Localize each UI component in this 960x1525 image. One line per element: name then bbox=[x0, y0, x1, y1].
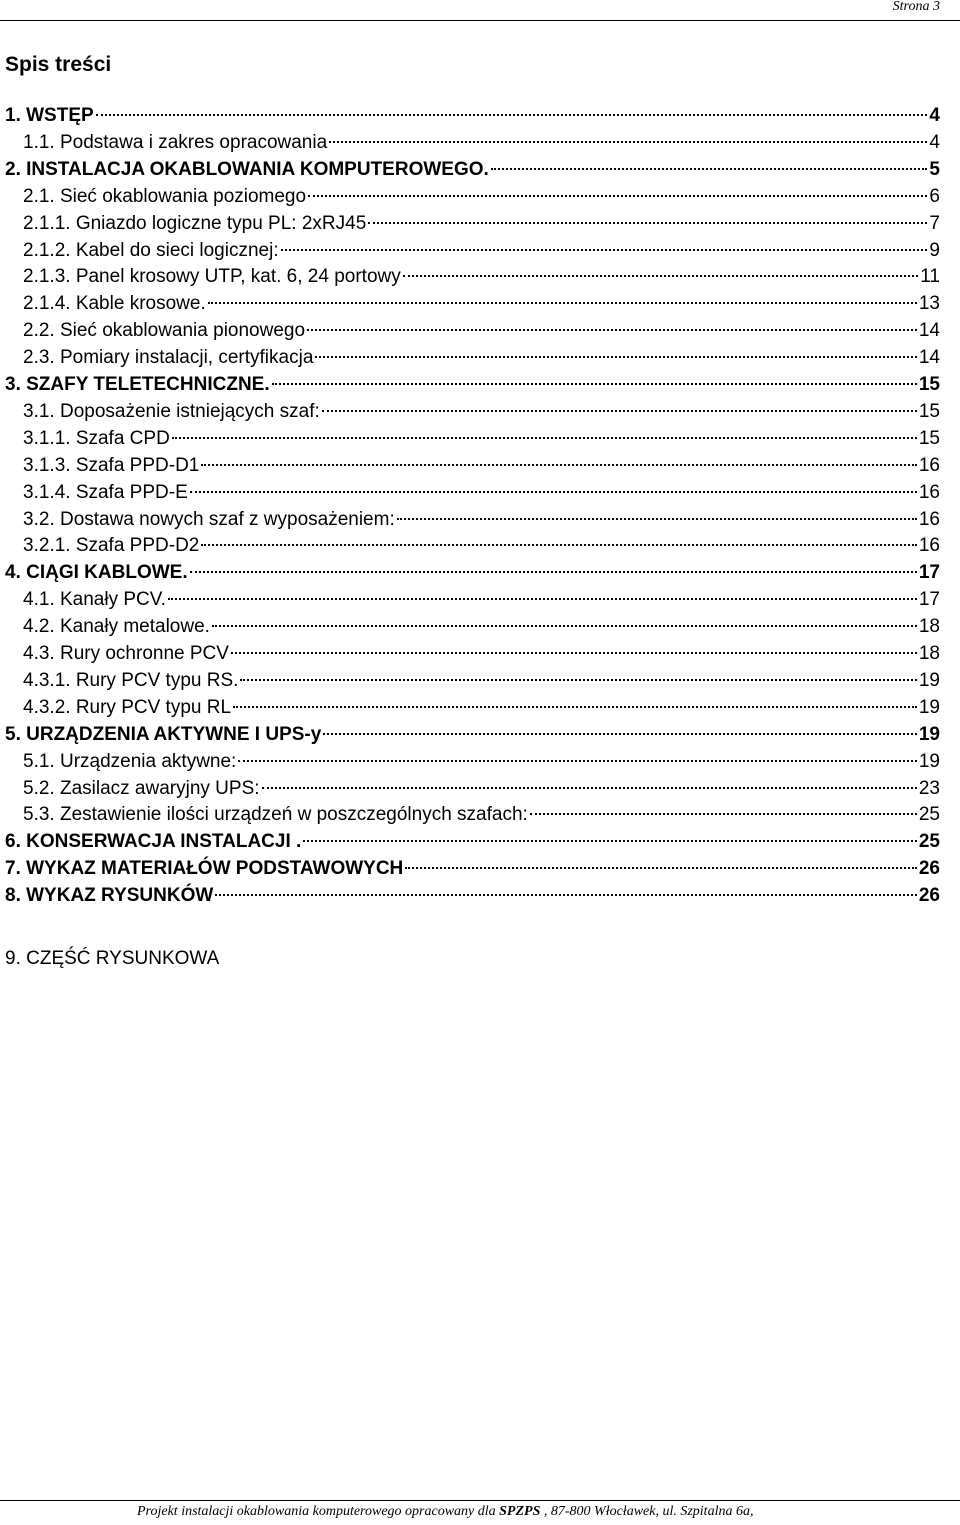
toc-entry-label: 5.2. Zasilacz awaryjny UPS: bbox=[23, 777, 260, 799]
toc-entry-label: 2.2. Sieć okablowania pionowego bbox=[23, 320, 306, 342]
toc-entry-label: 2.1.2. Kabel do sieci logicznej: bbox=[23, 239, 279, 261]
toc-entry-page: 11 bbox=[920, 266, 940, 288]
toc-entry-page: 19 bbox=[918, 750, 940, 772]
toc-entry-page: 16 bbox=[918, 454, 940, 476]
toc-leader-dots bbox=[405, 867, 917, 869]
toc-leader-dots bbox=[208, 302, 917, 304]
toc-entry-label: 3.1.3. Szafa PPD-D1 bbox=[23, 454, 200, 476]
toc-entry[interactable] bbox=[0, 882, 960, 909]
toc-entry[interactable] bbox=[0, 506, 960, 533]
toc-leader-dots bbox=[190, 491, 917, 493]
footer-text bbox=[137, 1504, 753, 1520]
toc-entry[interactable] bbox=[0, 640, 960, 667]
toc-leader-dots bbox=[231, 652, 917, 654]
toc-entry-page: 16 bbox=[918, 535, 940, 557]
toc-entry-page: 9 bbox=[929, 239, 940, 261]
toc-entry-label: 7. WYKAZ MATERIAŁÓW PODSTAWOWYCH bbox=[5, 858, 404, 880]
toc-leader-dots bbox=[201, 544, 916, 546]
toc-leader-dots bbox=[272, 383, 917, 385]
toc-leader-dots bbox=[368, 222, 927, 224]
toc-entry-label: 2.3. Pomiary instalacji, certyfikacja bbox=[23, 347, 314, 369]
toc-leader-dots bbox=[96, 114, 928, 116]
toc-entry[interactable] bbox=[0, 237, 960, 264]
footer-prefix: Projekt instalacji okablowania komputerowego opracowany dla bbox=[137, 1504, 500, 1519]
toc-entry-label: 5.1. Urządzenia aktywne: bbox=[23, 750, 237, 772]
toc-leader-dots bbox=[190, 571, 917, 573]
toc-entry[interactable] bbox=[0, 129, 960, 156]
toc-entry[interactable] bbox=[0, 532, 960, 559]
toc-entry[interactable] bbox=[0, 210, 960, 237]
toc-entry-page: 25 bbox=[918, 831, 940, 853]
toc-leader-dots bbox=[168, 598, 917, 600]
toc-leader-dots bbox=[240, 679, 916, 681]
toc-entry-label: 2. INSTALACJA OKABLOWANIA KOMPUTEROWEGO. bbox=[5, 158, 489, 180]
toc-entry[interactable] bbox=[0, 613, 960, 640]
toc-entry-page: 4 bbox=[929, 131, 940, 153]
toc-leader-dots bbox=[281, 249, 928, 251]
page-number: Strona 3 bbox=[892, 0, 940, 14]
toc-entry[interactable] bbox=[0, 102, 960, 129]
toc-entry[interactable] bbox=[0, 183, 960, 210]
toc-entry[interactable] bbox=[0, 398, 960, 425]
toc-leader-dots bbox=[215, 894, 917, 896]
toc-leader-dots bbox=[308, 195, 927, 197]
toc-entry-page: 15 bbox=[918, 374, 940, 395]
toc-leader-dots bbox=[262, 787, 917, 789]
toc-entry-page: 19 bbox=[918, 696, 940, 718]
toc-entry-label: 4. CIĄGI KABLOWE. bbox=[5, 562, 188, 584]
toc-leader-dots bbox=[530, 813, 917, 815]
toc-entry-label: 3.2. Dostawa nowych szaf z wyposażeniem: bbox=[23, 508, 395, 530]
toc-entry-page: 17 bbox=[918, 589, 940, 611]
toc-entry-label: 4.1. Kanały PCV. bbox=[23, 589, 166, 611]
toc-leader-dots bbox=[238, 760, 917, 762]
toc-entry[interactable] bbox=[0, 425, 960, 452]
toc-leader-dots bbox=[315, 356, 916, 358]
toc-leader-dots bbox=[303, 840, 917, 842]
toc-entry[interactable] bbox=[0, 559, 960, 586]
toc-leader-dots bbox=[491, 168, 928, 170]
toc-entry-label: 4.3.1. Rury PCV typu RS. bbox=[23, 669, 239, 691]
toc-entry-page: 18 bbox=[918, 616, 940, 638]
toc-leader-dots bbox=[233, 706, 917, 708]
toc-entry-page: 15 bbox=[918, 400, 940, 422]
toc-entry[interactable] bbox=[0, 667, 960, 694]
toc-entry-page: 16 bbox=[918, 508, 940, 530]
toc-entry[interactable] bbox=[0, 721, 960, 748]
toc-entry[interactable] bbox=[0, 855, 960, 882]
toc-entry-label: 3.2.1. Szafa PPD-D2 bbox=[23, 535, 200, 557]
toc-entry-page: 25 bbox=[918, 804, 940, 826]
toc-leader-dots bbox=[403, 275, 919, 277]
footer-suffix: , 87-800 Włocławek, ul. Szpitalna 6a, bbox=[540, 1504, 754, 1519]
toc-entry-page: 19 bbox=[918, 723, 940, 745]
toc-leader-dots bbox=[397, 518, 917, 520]
page-footer bbox=[0, 1500, 960, 1525]
toc-entry-label: 4.3. Rury ochronne PCV bbox=[23, 643, 229, 664]
toc-entry-label: 2.1.3. Panel krosowy UTP, kat. 6, 24 portowy bbox=[23, 266, 401, 288]
toc-entry[interactable] bbox=[0, 479, 960, 506]
toc-entry-page: 4 bbox=[929, 105, 940, 126]
toc-leader-dots bbox=[212, 625, 917, 627]
toc-entry[interactable] bbox=[0, 452, 960, 479]
toc-entry[interactable] bbox=[0, 263, 960, 290]
toc-entry[interactable] bbox=[0, 371, 960, 398]
toc-entry-page: 17 bbox=[918, 562, 940, 584]
toc-entry[interactable] bbox=[0, 694, 960, 721]
toc-entry-page: 23 bbox=[918, 777, 940, 799]
toc-entry-label: 2.1. Sieć okablowania poziomego bbox=[23, 185, 307, 207]
toc-entry[interactable] bbox=[0, 344, 960, 371]
toc-entry-page: 26 bbox=[918, 858, 940, 880]
toc-entry-page: 15 bbox=[918, 427, 940, 449]
toc-entry-page: 6 bbox=[929, 185, 940, 207]
toc-entry-label: 3.1.1. Szafa CPD bbox=[23, 427, 170, 449]
toc-entry-label: 4.3.2. Rury PCV typu RL bbox=[23, 696, 232, 718]
page-header bbox=[0, 0, 960, 21]
toc-entry-label: 1. WSTĘP bbox=[5, 105, 94, 126]
toc-entry-page: 16 bbox=[918, 481, 940, 503]
toc-entry[interactable] bbox=[0, 586, 960, 613]
toc-entry-label: 2.1.1. Gniazdo logiczne typu PL: 2xRJ45 bbox=[23, 212, 367, 234]
toc-entry-page: 7 bbox=[929, 212, 940, 234]
toc-entry-label: 8. WYKAZ RYSUNKÓW bbox=[5, 885, 214, 907]
toc-title: Spis treści bbox=[5, 53, 112, 76]
toc-entry-label: 6. KONSERWACJA INSTALACJI . bbox=[5, 831, 302, 853]
toc-entry-label: 3.1.4. Szafa PPD-E bbox=[23, 481, 188, 503]
toc-entry-page: 14 bbox=[918, 347, 940, 369]
toc-entry-label: 5. URZĄDZENIA AKTYWNE I UPS-y bbox=[5, 723, 322, 745]
toc-entry-page: 19 bbox=[918, 669, 940, 691]
toc-entry-page: 18 bbox=[918, 643, 940, 664]
toc-leader-dots bbox=[307, 329, 917, 331]
toc-entry[interactable] bbox=[0, 828, 960, 855]
toc-entry-label: 2.1.4. Kable krosowe. bbox=[23, 293, 206, 315]
toc-leader-dots bbox=[172, 437, 917, 439]
toc-entry[interactable] bbox=[0, 748, 960, 775]
toc-entry[interactable] bbox=[0, 317, 960, 344]
toc-entry-label: 5.3. Zestawienie ilości urządzeń w poszczególnych szafach: bbox=[23, 804, 528, 826]
toc-entry[interactable] bbox=[0, 775, 960, 802]
toc-entry[interactable] bbox=[0, 156, 960, 183]
footer-org: SPZPS bbox=[499, 1504, 541, 1519]
toc-entry-page: 26 bbox=[918, 885, 940, 907]
toc-leader-dots bbox=[201, 464, 916, 466]
toc-entry-page: 13 bbox=[918, 293, 940, 315]
toc-entry[interactable] bbox=[0, 801, 960, 828]
toc-entry-page: 14 bbox=[918, 320, 940, 342]
toc-entry-label: 3.1. Doposażenie istniejących szaf: bbox=[23, 400, 320, 422]
toc-leader-dots bbox=[322, 410, 917, 412]
toc-leader-dots bbox=[323, 733, 917, 735]
toc-entry-page: 5 bbox=[929, 158, 940, 180]
toc-entry-label: 4.2. Kanały metalowe. bbox=[23, 616, 210, 638]
drawings-section-label: 9. CZĘŚĆ RYSUNKOWA bbox=[5, 948, 220, 969]
toc-entry-label: 1.1. Podstawa i zakres opracowania bbox=[23, 131, 328, 153]
toc-entry[interactable] bbox=[0, 290, 960, 317]
toc-leader-dots bbox=[329, 141, 927, 143]
toc-entry-label: 3. SZAFY TELETECHNICZNE. bbox=[5, 374, 270, 395]
